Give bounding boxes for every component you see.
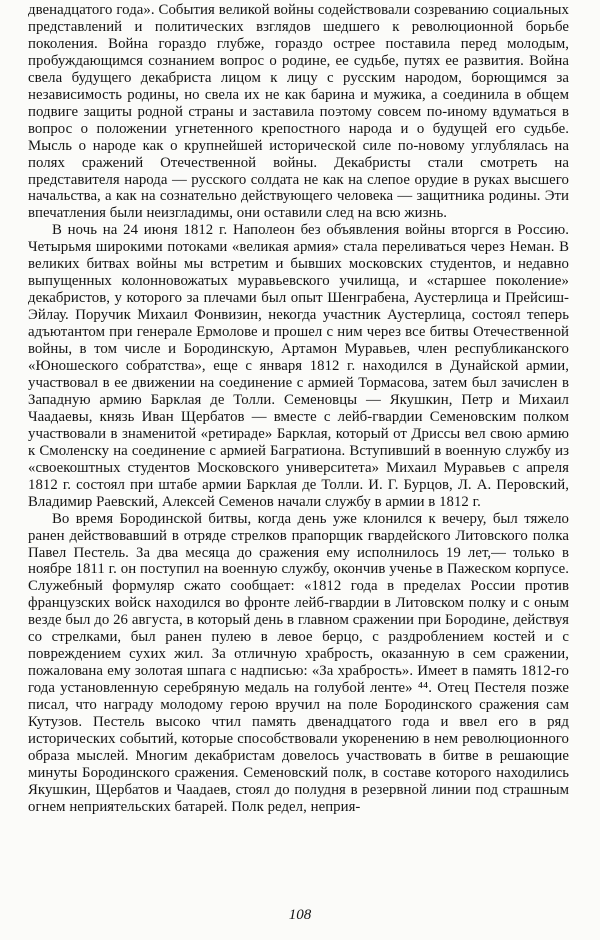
- paragraph-decembrists-war: двенадцатого года». События великой войны содействовали созреванию социальных представлений и политических взглядов шедшего к революционной борьбе поколения. Война гораздо глубже, гораздо острее поставила перед молодым, пробуждающимся сознанием вопрос о родине, ее судьбе, путях ее развития. Война свела будущего декабриста лицом к лицу с русским народом, борющимся за независимость родины, но свела их не как барина и мужика, а соединила в общем подвиге защиты родной страны и заставила поэтому совсем по-иному вдуматься в вопрос о положении угнетенного крепостного народа и о будущей его судьбе. Мысль о народе как о крупнейшей исторической силе по-новому углублялась на полях сражений Отечественной войны. Декабристы стали смотреть на представителя народа — русского солдата не как на слепое орудие в руках высшего начальства, а как на сознательно действующего человека — защитника родины. Эти впечатления были неизгладимы, они оставили след на всю жизнь.: [28, 2, 569, 222]
- paragraph-napoleon-invasion: В ночь на 24 июня 1812 г. Наполеон без объявления войны вторгся в Россию. Четырьмя широкими потоками «великая армия» стала переливаться через Неман. В великих битвах войны мы встретим и бывших московских студентов, и недавно выпущенных колонновожатых муравьевского училища, и «старшее поколение» декабристов, у которого за плечами был опыт Шенграбена, Аустерлица и Прейсиш-Эйлау. Поручик Михаил Фонвизин, некогда участник Аустерлица, состоял теперь адъютантом при генерале Ермолове и прошел с ним через все битвы Отечественной войны, в том числе и Бородинскую, Артамон Муравьев, член республиканского «Юношеского собратства», еще с января 1812 г. находился в Дунайской армии, участвовал в ее движении на соединение с армией Тормасова, затем был зачислен в Западную армию Барклая де Толли. Семеновцы — Якушкин, Петр и Михаил Чаадаевы, князь Иван Щербатов — вместе с лейб-гвардии Семеновским полком участвовали в знаменитой «ретираде» Барклая, который от Дриссы вел свою армию к Смоленску на соединение с армией Багратиона. Вступивший в военную службу из «своекоштных студентов Московского университета» Михаил Муравьев с апреля 1812 г. состоял при штабе армии Барклая де Толли. И. Г. Бурцов, Л. А. Перовский, Владимир Раевский, Алексей Семенов начали службу в армии в 1812 г.: [28, 222, 569, 510]
- page-number: 108: [288, 907, 312, 923]
- body-text: [28, 2, 569, 816]
- paragraph-borodino-pestel: Во время Бородинской битвы, когда день уже клонился к вечеру, был тяжело ранен действовавший в отряде стрелков прапорщик гвардейского Литовского полка Павел Пестель. За два месяца до сражения ему исполнилось 19 лет,— только в ноябре 1811 г. он поступил на военную службу, окончив ученье в Пажеском корпусе. Служебный формуляр сжато сообщает: «1812 года в пределах России против французских войск находился во фронте лейб-гвардии в Литовском полку и с оным везде был до 26 августа, в который день в главном сражении при Бородине, действуя со стрелками, был ранен пулею в левое берцо, с раздроблением костей и с повреждением сухих жил. За отличную храбрость, оказанную в сем сражении, пожалована ему золотая шпага с надписью: «За храбрость». Имеет в память 1812-го года установленную серебряную медаль на голубой ленте» ⁴⁴. Отец Пестеля позже писал, что награду молодому герою вручил на поле Бородинского сражения сам Кутузов. Пестель высоко чтил память двенадцатого года и ввел его в ряд исторических событий, которые способствовали укоренению в нем революционного образа мыслей. Многим декабристам довелось участвовать в битве в решающие минуты Бородинского сражения. Семеновский полк, в составе которого находились Якушкин, Щербатов и Чаадаев, стоял до полудня в резервной линии под страшным огнем неприятельских батарей. Полк редел, неприя-: [28, 510, 569, 815]
